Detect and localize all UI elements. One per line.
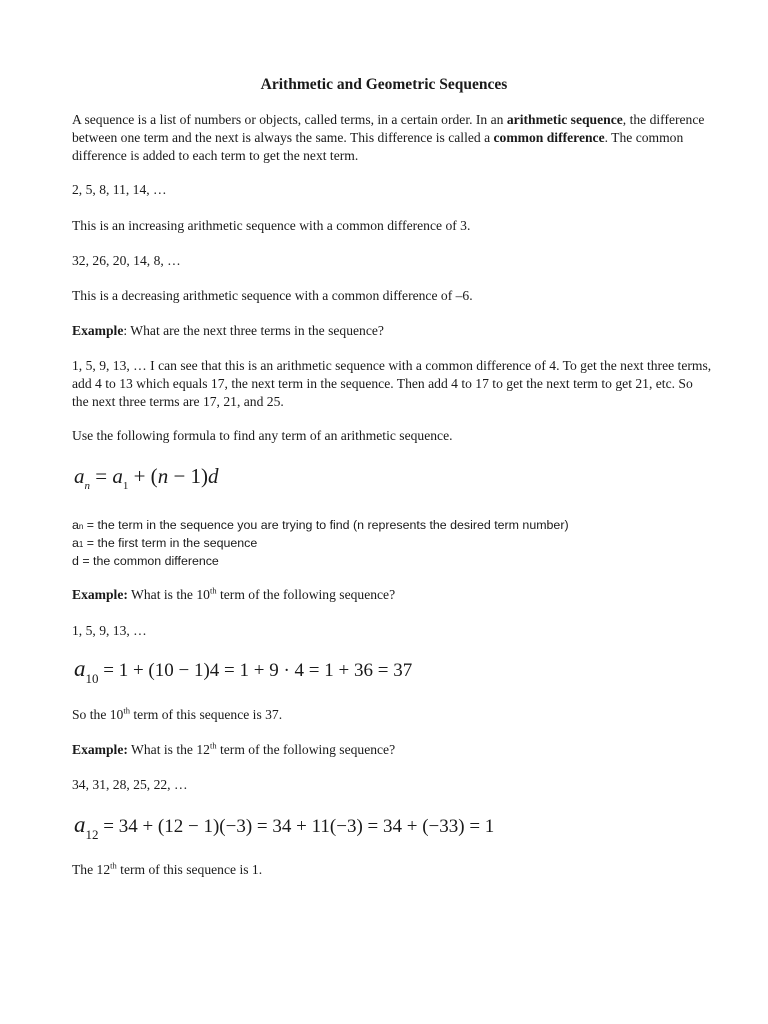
formula-an-sub: n: [84, 480, 90, 492]
definition-an-text: = the term in the sequence you are trying to find (n represents the desired term number): [83, 518, 569, 532]
definition-d: d = the common difference: [72, 554, 219, 568]
definition-a1-sub: 1: [78, 540, 84, 549]
example-2-question-sup: th: [209, 585, 217, 596]
example-3-question-sup: th: [209, 740, 217, 751]
increasing-sequence: 2, 5, 8, 11, 14, …: [72, 182, 167, 197]
example-3-conclusion: [72, 861, 262, 879]
formula-minus-one: − 1): [168, 464, 209, 488]
example-2-sequence: 1, 5, 9, 13, …: [72, 623, 147, 638]
definition-an: [72, 517, 569, 535]
example-2-conclusion-text-2: term of this sequence is 37.: [129, 707, 283, 722]
definition-a1-var: a: [72, 536, 79, 550]
intro-paragraph: [72, 111, 712, 165]
formula-intro: Use the following formula to find any term of an arithmetic sequence.: [72, 428, 453, 443]
example-1-question-text: : What are the next three terms in the sequence?: [123, 323, 384, 338]
intro-text-1: A sequence is a list of numbers or objects, called terms, in a certain order. In an: [72, 112, 507, 127]
example-2-conclusion: [72, 706, 282, 724]
example-3-question: [72, 741, 395, 759]
page-title: Arithmetic and Geometric Sequences: [260, 76, 508, 93]
example-3-sequence: 34, 31, 28, 25, 22, …: [72, 777, 188, 792]
example-1-label: Example: [72, 323, 124, 338]
example-1-answer: 1, 5, 9, 13, … I can see that this is an arithmetic sequence with a common difference of 4. To get the next three terms, add 4 to 13 which equals 17, the next term in the sequence. Then add 4 to 17 to get the next term to get 21, etc. So the next three terms are 17, 21, and 25.: [72, 358, 712, 409]
example-2-calc-sub: 10: [85, 671, 99, 686]
example-1-question: [72, 322, 384, 340]
formula-definitions: [72, 517, 569, 569]
example-3-conclusion-sup: th: [110, 860, 117, 871]
intro-text-3: . The common difference is added to each term to get the next term.: [72, 130, 684, 163]
definition-an-sub: n: [78, 522, 84, 531]
formula-an-var: a: [74, 464, 85, 488]
formula-a1-sub: 1: [122, 480, 129, 492]
formula-d: d: [208, 464, 219, 488]
example-2-question: [72, 586, 395, 604]
example-3-question-text-2: term of the following sequence?: [216, 742, 396, 757]
example-2-calc-var: a: [74, 656, 86, 681]
example-2-conclusion-sup: th: [123, 705, 130, 716]
example-2-calc-rest: = 1 + (10 − 1)4 = 1 + 9 · 4 = 1 + 36 = 37: [98, 660, 413, 681]
formula-plus: + (: [128, 464, 158, 488]
intro-text-2: , the difference between one term and the next is always the same. This difference is called a: [72, 112, 705, 145]
example-3-calc-rest: = 34 + (12 − 1)(−3) = 34 + 11(−3) = 34 + (−33) = 1: [98, 816, 495, 837]
example-3-conclusion-text-1: The 12: [72, 862, 111, 877]
term-common-difference: common difference: [493, 130, 605, 145]
example-3-calc-sub: 12: [85, 827, 99, 842]
definition-an-var: a: [72, 518, 79, 532]
decreasing-sequence-description: This is a decreasing arithmetic sequence with a common difference of –6.: [72, 288, 473, 303]
definition-a1: [72, 535, 569, 553]
example-2-conclusion-text-1: So the 10: [72, 707, 124, 722]
example-2-calculation: [74, 656, 412, 687]
increasing-sequence-description: This is an increasing arithmetic sequence with a common difference of 3.: [72, 218, 471, 233]
example-3-question-text-1: What is the 12: [127, 742, 210, 757]
formula-a1-var: a: [112, 464, 123, 488]
example-2-label: Example:: [72, 587, 128, 602]
formula-equals: =: [90, 464, 113, 488]
definition-a1-text: = the first term in the sequence: [83, 536, 258, 550]
arithmetic-formula: [74, 464, 219, 492]
example-3-conclusion-text-2: term of this sequence is 1.: [116, 862, 263, 877]
decreasing-sequence: 32, 26, 20, 14, 8, …: [72, 253, 181, 268]
example-2-question-text-1: What is the 10: [127, 587, 210, 602]
example-3-label: Example:: [72, 742, 128, 757]
example-2-question-text-2: term of the following sequence?: [216, 587, 396, 602]
term-arithmetic-sequence: arithmetic sequence: [506, 112, 623, 127]
formula-n: n: [157, 464, 169, 488]
example-3-calculation: [74, 812, 494, 843]
example-3-calc-var: a: [74, 812, 86, 837]
